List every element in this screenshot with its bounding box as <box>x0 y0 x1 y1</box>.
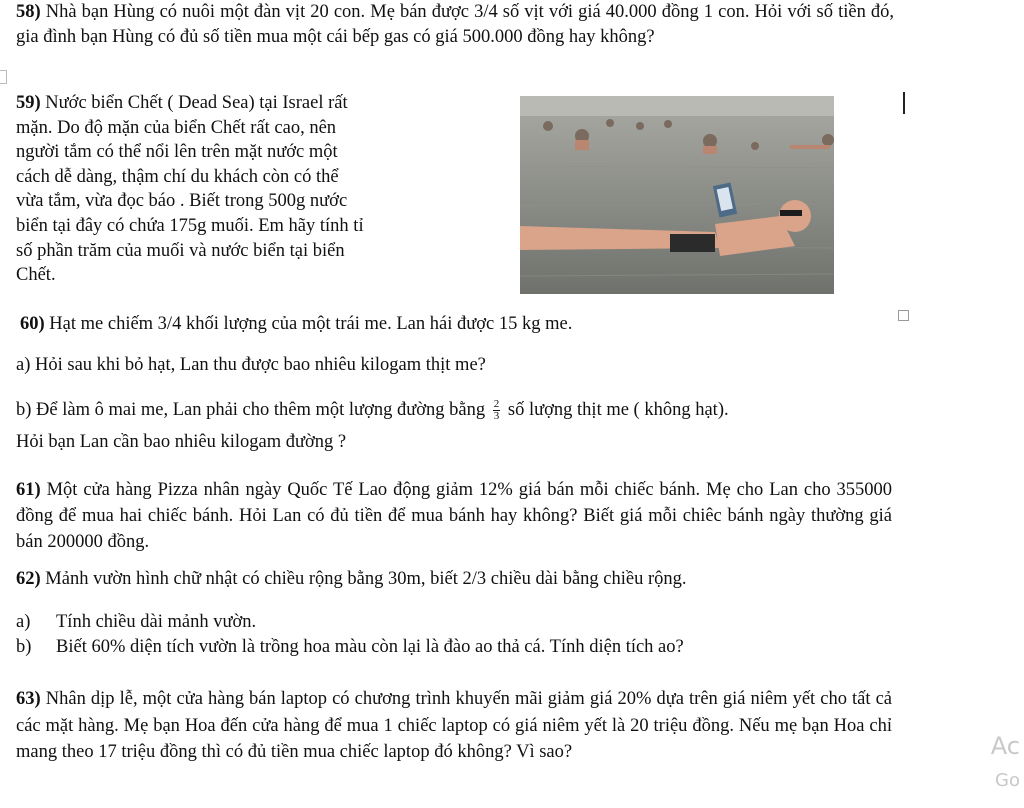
question-text: Mảnh vườn hình chữ nhật có chiều rộng bằng 30m, biết 2/3 chiều dài bằng chiều rộng. <box>45 569 687 589</box>
fraction <box>493 399 501 422</box>
question-58 <box>16 0 894 50</box>
list-label: a) <box>16 612 31 632</box>
question-60-part-b <box>16 398 896 423</box>
margin-marker <box>0 70 7 84</box>
question-text: Hạt me chiếm 3/4 khối lượng của một trái me. Lan hái được 15 kg me. <box>49 314 573 334</box>
activation-watermark-line1: Ac <box>990 732 1020 760</box>
question-line: Nước biển Chết ( Dead Sea) tại Israel rất <box>45 93 348 113</box>
question-61 <box>16 477 892 555</box>
question-line: biển tại đây có chứa 175g muối. Em hãy tính tỉ <box>16 215 364 236</box>
question-line: cách dễ dàng, thậm chí du khách còn có thể <box>16 166 339 187</box>
list-label: b) <box>16 637 32 657</box>
question-63 <box>16 686 892 766</box>
question-text: Nhà bạn Hùng có nuôi một đàn vịt 20 con. Mẹ bán được 3/4 số vịt với giá 40.000 đồng 1 con. Hỏi với số tiền đó, gia đình bạn Hùng có đủ số tiền mua một cái bếp gas có giá 500.000 đồng hay không? <box>16 2 895 47</box>
anchor-box <box>898 310 909 321</box>
question-number: 61) <box>16 480 41 500</box>
question-60-part-b-line2: Hỏi bạn Lan cần bao nhiêu kilogam đường ? <box>16 432 347 452</box>
activation-watermark-line2: Go <box>995 770 1020 791</box>
fraction-numerator: 2 <box>493 398 500 411</box>
question-number: 60) <box>20 314 45 334</box>
question-line: Chết. <box>16 265 56 286</box>
question-line: số phần trăm của muối và nước biển tại biển <box>16 240 345 261</box>
floating-man-illustration <box>520 96 834 294</box>
part-b-text: b) Để làm ô mai me, Lan phải cho thêm một lượng đường bằng <box>16 400 486 420</box>
question-line: người tắm có thể nổi lên trên mặt nước một <box>16 142 338 163</box>
question-text: Một cửa hàng Pizza nhân ngày Quốc Tế Lao động giảm 12% giá bán mỗi chiếc bánh. Mẹ cho Lan cho 355000 đồng để mua hai chiếc bánh. Hỏi Lan có đủ tiền để mua bánh hay không? Biết giá mỗi chiêc bánh ngày thường giá bán 200000 đồng. <box>16 480 892 552</box>
question-62-part-a <box>16 610 896 635</box>
question-59 <box>16 91 446 288</box>
question-line: mặn. Do độ mặn của biển Chết rất cao, nên <box>16 117 337 138</box>
dead-sea-photo <box>520 96 834 294</box>
question-line: vừa tắm, vừa đọc báo . Biết trong 500g nước <box>16 191 348 212</box>
question-number: 62) <box>16 569 41 589</box>
list-text: Biết 60% diện tích vườn là trồng hoa màu còn lại là đào ao thả cá. Tính diện tích ao? <box>56 637 684 657</box>
question-number: 58) <box>16 2 41 22</box>
question-text: Nhân dịp lễ, một cửa hàng bán laptop có chương trình khuyến mãi giảm giá 20% dựa trên giá niêm yết cho tất cả các mặt hàng. Mẹ bạn Hoa đến cửa hàng để mua 1 chiếc laptop có giá niêm yết là 20 triệu đồng. Nếu mẹ bạn Hoa chỉ mang theo 17 triệu đồng thì có đủ tiền mua chiếc laptop đó không? Vì sao? <box>16 689 893 762</box>
question-62-part-b <box>16 635 896 660</box>
fraction-denominator: 3 <box>493 410 500 423</box>
question-number: 63) <box>16 689 41 709</box>
question-number: 59) <box>16 93 41 113</box>
question-60-part-a: a) Hỏi sau khi bỏ hạt, Lan thu được bao nhiêu kilogam thịt me? <box>16 355 486 375</box>
part-b-text-end: số lượng thịt me ( không hạt). <box>507 400 729 420</box>
question-62 <box>16 567 896 592</box>
list-text: Tính chiều dài mảnh vườn. <box>56 612 257 632</box>
text-cursor <box>903 92 905 114</box>
question-60 <box>20 312 900 337</box>
